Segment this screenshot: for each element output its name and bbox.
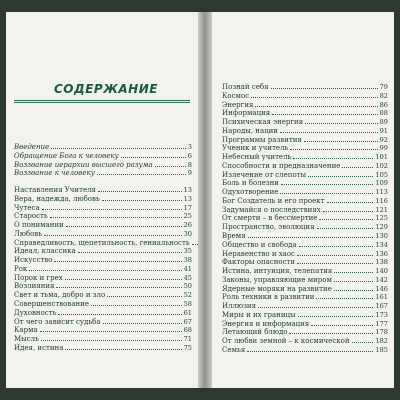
toc-entry [222, 276, 388, 285]
toc-entry-leader-dots [65, 349, 181, 350]
toc-entry-page-number: 167 [375, 302, 388, 311]
toc-entry-leader-dots [297, 255, 373, 256]
toc-entry-page-number: 109 [375, 179, 388, 188]
toc-entry-title: Совершенствование [14, 300, 89, 309]
toc-entry-title: Пространство, эволюция [222, 223, 315, 232]
toc-entry-page-number: 129 [375, 223, 388, 232]
toc-entry-page-number: 9 [187, 169, 192, 178]
toc-entry-leader-dots [293, 158, 373, 159]
toc-entry-title: Боль и болезни [222, 179, 279, 188]
toc-entry-leader-dots [54, 261, 181, 262]
toc-entry [14, 256, 192, 265]
toc-entry-title: Ученик и учитель [222, 144, 289, 153]
toc-entry-title: Факторы опасности [222, 258, 296, 267]
toc-entry [222, 109, 388, 118]
toc-entry [222, 179, 388, 188]
toc-entry-page-number: 30 [183, 229, 192, 238]
toc-entry-page-number: 130 [375, 232, 388, 241]
toc-entry-title: Вера, надежда, любовь [14, 194, 100, 203]
toc-entry-page-number: 58 [183, 300, 192, 309]
toc-entry-leader-dots [78, 252, 182, 253]
toc-entry-title: Мысль [14, 335, 39, 344]
toc-entry-leader-dots [42, 209, 182, 210]
toc-entry-leader-dots [317, 228, 374, 229]
toc-entry-page-number: 99 [379, 144, 388, 153]
toc-entry-page-number: 92 [379, 135, 388, 144]
toc-entry [14, 335, 192, 344]
right-page [212, 12, 394, 388]
toc-entry-leader-dots [121, 157, 186, 158]
toc-entry-page-number: 6 [187, 151, 192, 160]
toc-entry [14, 274, 192, 283]
toc-entry [14, 195, 192, 204]
toc-entry-page-number: 134 [375, 240, 388, 249]
toc-entry [222, 311, 388, 320]
toc-entry [222, 144, 388, 153]
toc-entry-page-number: 138 [375, 258, 388, 267]
toc-entry-title: От смерти – в бессмертие [222, 214, 318, 223]
toc-entry-leader-dots [280, 193, 373, 194]
toc-entry-leader-dots [334, 281, 373, 282]
toc-entry-title: Общество и свобода [222, 240, 297, 249]
toc-entry-page-number: 17 [183, 203, 192, 212]
toc-entry-page-number: 75 [183, 343, 192, 352]
toc-entry [222, 346, 388, 355]
toc-entry [222, 241, 388, 250]
toc-right-column [222, 83, 388, 355]
toc-entry-leader-dots [352, 342, 374, 343]
toc-entry [222, 232, 388, 241]
toc-entry [222, 337, 388, 346]
toc-entry-leader-dots [342, 167, 373, 168]
toc-entry-title: Иллюзия [222, 302, 256, 311]
toc-entry [222, 302, 388, 311]
toc-left-column [14, 143, 192, 353]
toc-entry [14, 169, 192, 178]
toc-entry-leader-dots [280, 132, 378, 133]
toc-entry-leader-dots [272, 114, 377, 115]
toc-entry-leader-dots [327, 202, 374, 203]
toc-entry-page-number: 89 [379, 118, 388, 127]
toc-entry-title: Небесный учитель [222, 153, 292, 162]
toc-entry-title: Бог Создатель и его проект [222, 196, 325, 205]
toc-entry [14, 318, 192, 327]
toc-entry [222, 320, 388, 329]
toc-entry-page-number: 82 [379, 91, 388, 100]
toc-entry [14, 291, 192, 300]
toc-entry-page-number: 68 [183, 326, 192, 335]
toc-entry-title: Время [222, 232, 246, 241]
toc-entry-leader-dots [311, 325, 373, 326]
toc-entry [14, 300, 192, 309]
left-page [6, 12, 198, 388]
toc-entry-leader-dots [304, 141, 378, 142]
toc-entry-leader-dots [103, 323, 182, 324]
toc-entry-leader-dots [289, 333, 373, 334]
toc-entry-leader-dots [50, 217, 182, 218]
toc-entry-leader-dots [316, 298, 373, 299]
toc-entry-leader-dots [98, 191, 182, 192]
toc-entry-title: Ядерные моряки на развитие [222, 284, 332, 293]
toc-entry [222, 267, 388, 276]
toc-entry-page-number: 173 [375, 310, 388, 319]
toc-entry-page-number: 26 [183, 221, 192, 230]
toc-entry-leader-dots [281, 184, 374, 185]
toc-entry-page-number: 38 [183, 256, 192, 265]
toc-entry-page-number: 185 [375, 345, 388, 354]
toc-entry [14, 186, 192, 195]
toc-entry [14, 326, 192, 335]
toc-entry [222, 127, 388, 136]
toc-entry-title: Задумайся о последствиях [222, 205, 321, 214]
toc-entry-title: Возлияния [14, 282, 55, 291]
toc-entry-title: Порок и грех [14, 273, 63, 282]
toc-entry-page-number: 140 [375, 267, 388, 276]
toc-entry-page-number: 101 [375, 153, 388, 162]
toc-entry-page-number: 178 [375, 328, 388, 337]
toc-entry-leader-dots [247, 351, 373, 352]
toc-entry-leader-dots [66, 226, 182, 227]
toc-entry [222, 188, 388, 197]
toc-entry [14, 247, 192, 256]
toc-entry-page-number: 71 [183, 335, 192, 344]
toc-entry-leader-dots [334, 272, 373, 273]
toc-entry-leader-dots [251, 97, 377, 98]
toc-entry-title: Космос [222, 91, 250, 100]
toc-entry-leader-dots [248, 237, 374, 238]
toc-entry-page-number: 88 [379, 109, 388, 118]
toc-entry-page-number: 45 [183, 273, 192, 282]
toc-entry-title: Неравенство и хаос [222, 249, 295, 258]
toc-entry-page-number: 67 [183, 317, 192, 326]
toc-entry [14, 230, 192, 239]
toc-entry-page-number: 8 [187, 160, 192, 169]
toc-entry-title: Карма [14, 326, 38, 335]
toc-entry-page-number: 102 [375, 161, 388, 170]
toc-entry-title: Воззвание иерархии высшего разума [14, 160, 153, 169]
toc-entry-leader-dots [297, 263, 373, 264]
toc-entry [222, 162, 388, 171]
toc-entry-title: Одухотворение [222, 188, 279, 197]
toc-entry-title: Народы, нации [222, 126, 278, 135]
toc-entry-title: Духовность [14, 308, 57, 317]
toc-entry-page-number: 105 [375, 170, 388, 179]
toc-entry-title: Энергия [222, 100, 254, 109]
toc-entry-leader-dots [102, 200, 182, 201]
toc-entry [14, 344, 192, 353]
toc-entry-title: Свет и тьма, добро и зло [14, 291, 106, 300]
toc-entry-page-number: 146 [375, 284, 388, 293]
toc-entry-title: Справедливость, щепетильность, гениальность [14, 238, 190, 247]
toc-entry [14, 239, 192, 248]
toc-entry-leader-dots [258, 307, 373, 308]
toc-entry-title: От чего зависит судьба [14, 317, 101, 326]
toc-entry-title: Идеал, классика [14, 247, 76, 256]
toc-entry-leader-dots [29, 270, 181, 271]
toc-entry-leader-dots [155, 166, 186, 167]
toc-entry [222, 214, 388, 223]
book-gutter [198, 12, 212, 388]
toc-entry [14, 309, 192, 318]
toc-entry-page-number: 41 [183, 264, 192, 273]
toc-entry-title: Программы развития [222, 135, 302, 144]
toc-entry [14, 204, 192, 213]
toc-entry-leader-dots [298, 316, 374, 317]
toc-entry [14, 212, 192, 221]
toc-entry [222, 223, 388, 232]
toc-entry-title: Рок [14, 264, 28, 273]
toc-entry [14, 265, 192, 274]
toc-entry-title: Воззвание к человеку [14, 169, 95, 178]
toc-entry [222, 118, 388, 127]
toc-entry [222, 285, 388, 294]
toc-entry-page-number: 13 [183, 186, 192, 195]
toc-entry-page-number: 13 [183, 194, 192, 203]
toc-entry-title: Энергия и информация [222, 319, 310, 328]
toc-entry-title: Любовь [14, 229, 43, 238]
toc-entry-page-number: 52 [183, 291, 192, 300]
toc-entry [222, 92, 388, 101]
toc-entry-leader-dots [255, 106, 377, 107]
toc-entry-title: Способности и предназначение [222, 161, 341, 170]
toc-entry-leader-dots [308, 176, 373, 177]
toc-entry [222, 206, 388, 215]
toc-entry-title: Познай себя [222, 83, 269, 91]
toc-entry-leader-dots [56, 287, 181, 288]
toc-entry-page-number: 142 [375, 275, 388, 284]
toc-entry-title: Семья [222, 345, 246, 354]
toc-entry-leader-dots [41, 340, 182, 341]
toc-entry-title: Информация [222, 109, 271, 118]
title-rule [14, 100, 190, 103]
toc-entry [222, 101, 388, 110]
toc-entry [222, 328, 388, 337]
toc-entry-title: Психическая энергия [222, 118, 304, 127]
toc-entry [222, 258, 388, 267]
toc-entry-page-number: 86 [379, 100, 388, 109]
toc-entry-title: Искусство [14, 256, 53, 265]
toc-entry [14, 161, 192, 170]
toc-entry [222, 136, 388, 145]
toc-entry-title: О понимании [14, 221, 64, 230]
toc-entry-title: Старость [14, 212, 48, 221]
toc-entry [222, 153, 388, 162]
toc-entry-leader-dots [40, 331, 182, 332]
toc-entry-title: Истина, интуиция, телепатия [222, 267, 333, 276]
toc-entry-leader-dots [323, 211, 374, 212]
toc-entry-page-number: 79 [379, 83, 388, 91]
toc-entry-page-number: 25 [183, 212, 192, 221]
toc-entry-title: Излечение от слепоты [222, 170, 307, 179]
toc-entry-title: Миры и их границы [222, 310, 296, 319]
toc-entry [222, 171, 388, 180]
toc-entry-leader-dots [334, 290, 374, 291]
toc-entry-page-number: 136 [375, 249, 388, 258]
toc-entry-leader-dots [44, 235, 181, 236]
toc-entry-title: Роль техники в развитии [222, 293, 315, 302]
toc-entry-page-number: 121 [375, 205, 388, 214]
toc-entry-page-number: 161 [375, 293, 388, 302]
toc-entry-leader-dots [271, 88, 378, 89]
toc-entry [222, 293, 388, 302]
toc-entry-page-number: 3 [187, 143, 192, 151]
toc-entry-leader-dots [192, 244, 198, 245]
toc-entry-title: Летающий блюдо [222, 328, 288, 337]
toc-entry-page-number: 50 [183, 282, 192, 291]
toc-entry-title: Чутеса [14, 203, 40, 212]
toc-entry-title: Законы, управляющие миром [222, 275, 332, 284]
toc-entry-leader-dots [58, 314, 181, 315]
toc-entry-page-number: 61 [183, 308, 192, 317]
toc-entry-leader-dots [97, 174, 186, 175]
toc-entry-page-number: 125 [375, 214, 388, 223]
toc-entry [222, 83, 388, 92]
toc-entry-page-number: 113 [375, 188, 388, 197]
toc-entry-leader-dots [290, 149, 377, 150]
toc-entry-leader-dots [107, 296, 181, 297]
toc-entry-page-number: 177 [375, 319, 388, 328]
toc-entry [14, 282, 192, 291]
toc-entry-title: Идея, истина [14, 343, 64, 352]
toc-entry-title: Введение [14, 143, 50, 151]
toc-entry-page-number: 91 [379, 126, 388, 135]
toc-entry-leader-dots [51, 148, 186, 149]
toc-entry-leader-dots [91, 305, 182, 306]
toc-entry-page-number: 116 [375, 196, 388, 205]
toc-entry-title: От любви земной – к космической [222, 337, 350, 346]
toc-entry-title: Наставления Учителя [14, 186, 96, 195]
toc-entry [14, 143, 192, 152]
toc-entry-page-number: 35 [183, 247, 192, 256]
toc-entry [222, 197, 388, 206]
toc-entry-leader-dots [305, 123, 377, 124]
toc-entry [14, 221, 192, 230]
toc-entry [222, 250, 388, 259]
toc-entry-leader-dots [65, 279, 182, 280]
toc-title: СОДЕРЖАНИЕ [54, 82, 158, 96]
toc-entry-leader-dots [299, 246, 374, 247]
toc-entry-leader-dots [319, 219, 373, 220]
toc-entry-title: Обращение Бога к человеку [14, 151, 119, 160]
toc-entry [14, 152, 192, 161]
toc-entry-page-number: 182 [375, 337, 388, 346]
